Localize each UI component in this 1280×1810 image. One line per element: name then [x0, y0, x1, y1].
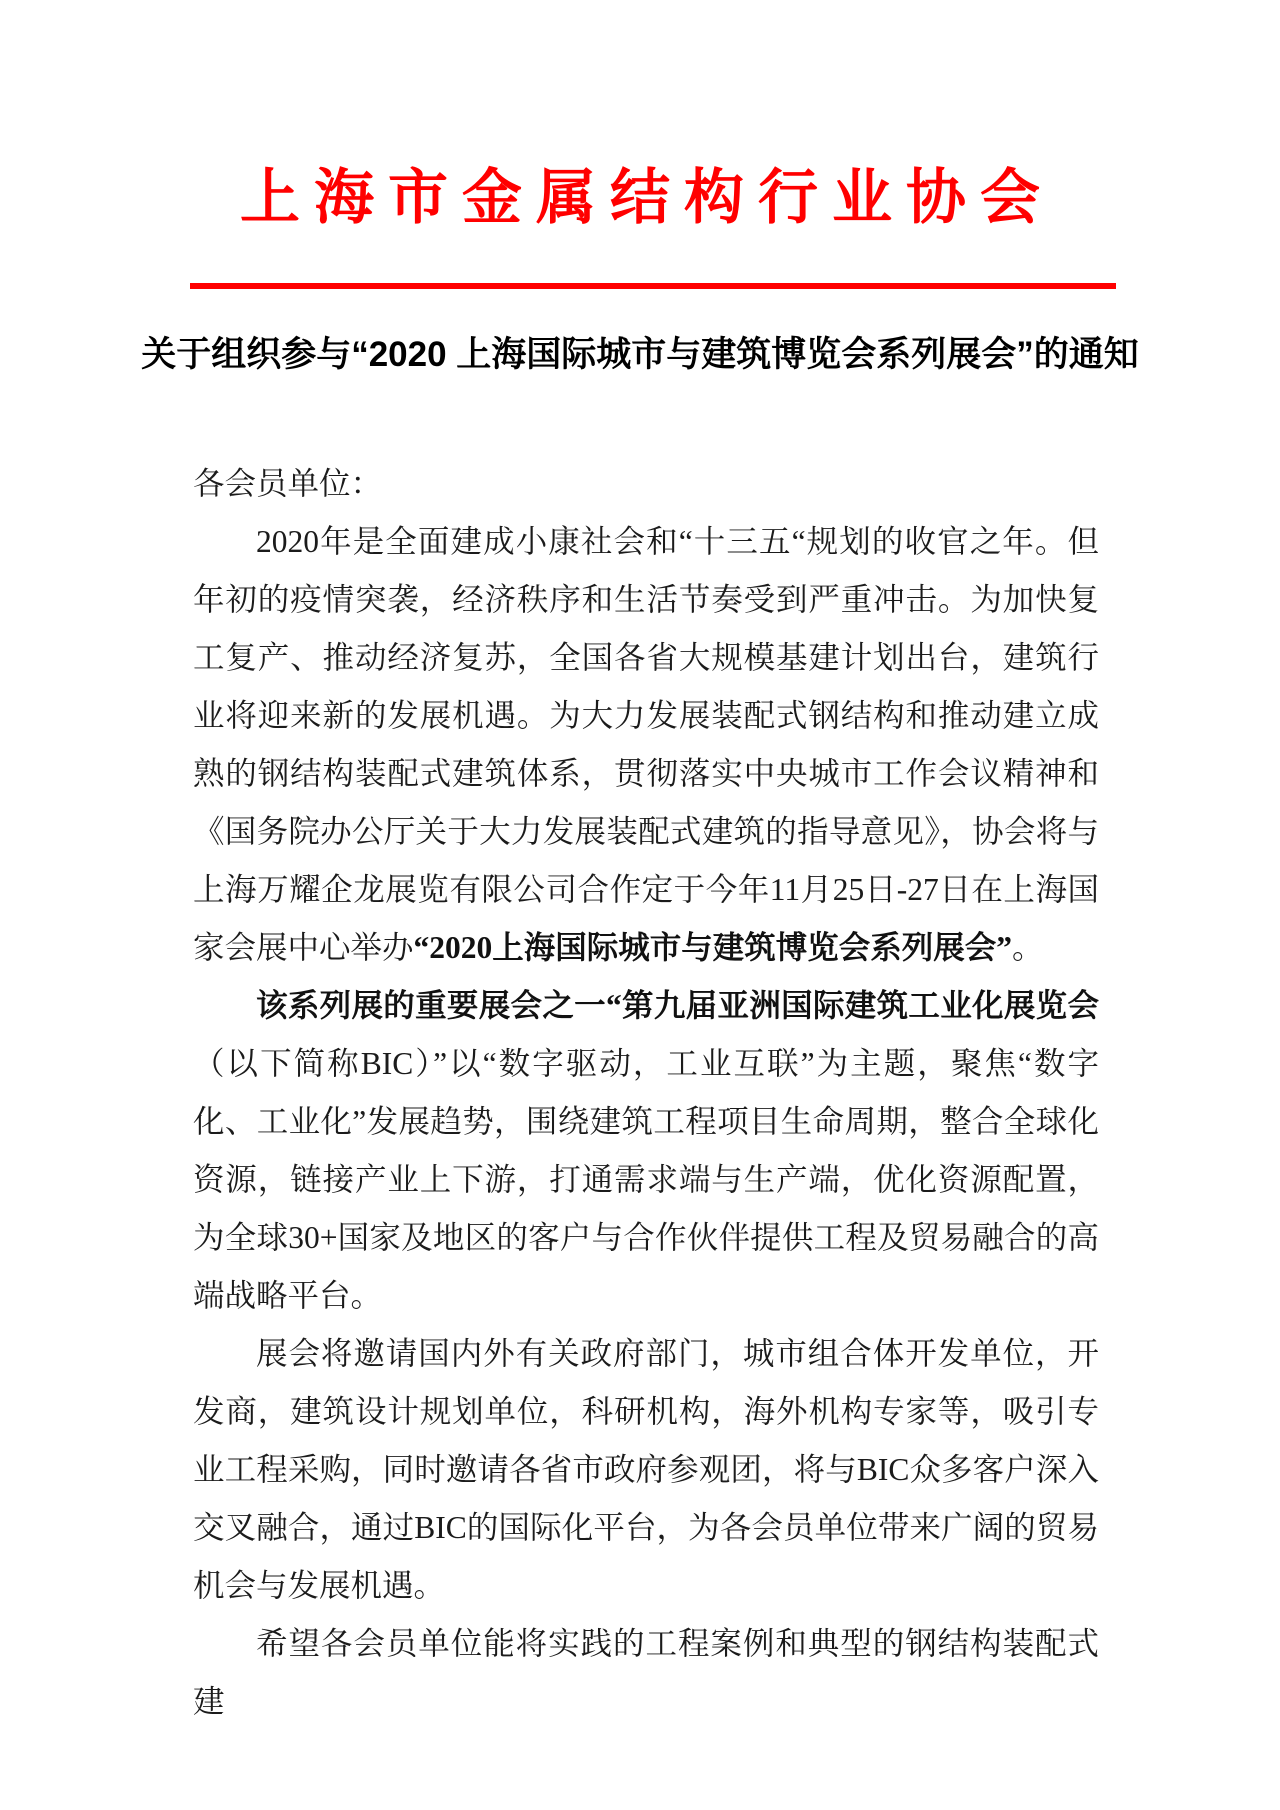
organization-title: 上海市金属结构行业协会 — [240, 165, 1054, 231]
paragraph-text: 希望各会员单位能将实践的工程案例和典型的钢结构装配式建 — [193, 1626, 1099, 1719]
paragraph-text: 。 — [1012, 930, 1044, 965]
paragraph-text: 展会将邀请国内外有关政府部门，城市组合体开发单位，开发商，建筑设计规划单位，科研机构，海外机构专家等，吸引专业工程采购，同时邀请各省市政府参观团，将与BIC众多客户深入交叉融合，通过BIC的国际化平台，为各会员单位带来广阔的贸易机会与发展机遇。 — [193, 1336, 1099, 1603]
exhibition-series-name-bold: “2020上海国际城市与建筑博览会系列展会” — [413, 930, 1013, 965]
paragraph-bic-intro — [193, 977, 1099, 1325]
salutation: 各会员单位： — [193, 466, 383, 501]
notice-body — [193, 455, 1099, 1731]
paragraph-background — [193, 513, 1099, 977]
paragraph-hope — [193, 1615, 1099, 1731]
header-divider-rule — [190, 283, 1116, 289]
paragraph-text: （以下简称BIC）”以“数字驱动，工业互联”为主题，聚焦“数字化、工业化”发展趋势，围绕建筑工程项目生命周期，整合全球化资源，链接产业上下游，打通需求端与生产端，优化资源配置，为全球30+国家及地区的客户与合作伙伴提供工程及贸易融合的高端战略平台。 — [193, 1046, 1099, 1313]
paragraph-text: 2020年是全面建成小康社会和“十三五“规划的收官之年。但年初的疫情突袭，经济秩序和生活节奏受到严重冲击。为加快复工复产、推动经济复苏，全国各省大规模基建计划出台，建筑行业将迎来新的发展机遇。为大力发展装配式钢结构和推动建立成熟的钢结构装配式建筑体系，贯彻落实中央城市工作会议精神和《国务院办公厅关于大力发展装配式建筑的指导意见》，协会将与上海万耀企龙展览有限公司合作定于今年11月25日-27日在上海国家会展中心举办 — [193, 524, 1099, 965]
paragraph-invitees — [193, 1325, 1099, 1615]
notice-title: 关于组织参与“2020 上海国际城市与建筑博览会系列展会”的通知 — [141, 335, 1139, 374]
bic-exhibition-name-bold: 该系列展的重要展会之一“第九届亚洲国际建筑工业化展览会 — [256, 988, 1099, 1023]
